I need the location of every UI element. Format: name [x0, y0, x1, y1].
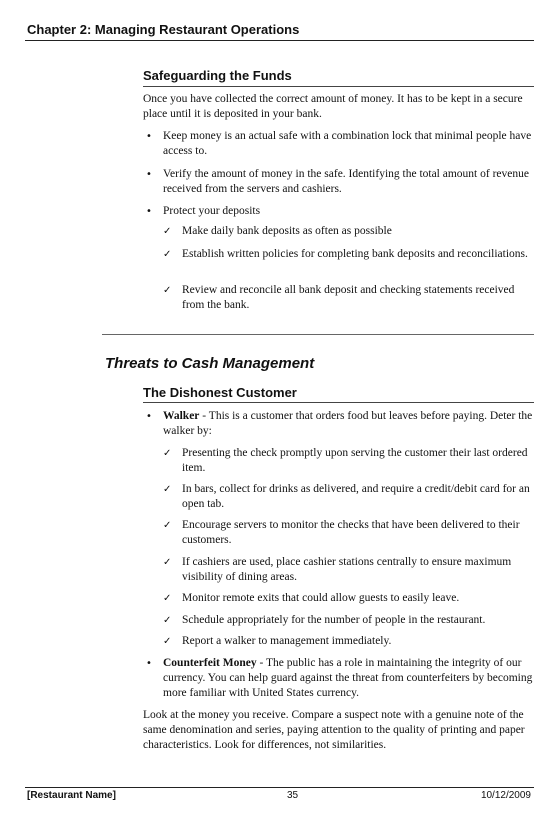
- check-item: Establish written policies for completing bank deposits and reconciliations.: [182, 248, 528, 260]
- check-item: Monitor remote exits that could allow guests to easily leave.: [182, 592, 460, 604]
- check-item: Make daily bank deposits as often as possible: [182, 225, 392, 237]
- restaurant-name: [Restaurant Name]: [27, 790, 116, 801]
- bullet-item: Protect your deposits: [163, 205, 261, 217]
- header-rule: [25, 40, 534, 41]
- counterfeit-description: - The public has a role in maintaining the integrity of our currency. You can help guard against the threat from counterfeiters by becoming more familiar with United States currency.: [163, 657, 533, 699]
- checkmark-icon: ✓: [163, 484, 172, 495]
- checkmark-icon: ✓: [163, 249, 172, 260]
- check-item: If cashiers are used, place cashier stations centrally to ensure maximum visibility of dining areas.: [182, 556, 512, 583]
- section-divider: [102, 334, 534, 335]
- counterfeit-item: [163, 656, 533, 701]
- check-item: In bars, collect for drinks as delivered, and require a credit/debit card for an open tab.: [182, 483, 530, 510]
- checkmark-icon: ✓: [163, 636, 172, 647]
- check-item: Schedule appropriately for the number of people in the restaurant.: [182, 614, 486, 626]
- walker-description: - This is a customer that orders food but leaves before paying. Deter the walker by:: [163, 410, 533, 437]
- threats-heading: Threats to Cash Management: [105, 355, 315, 372]
- dishonest-customer-heading: The Dishonest Customer: [143, 385, 297, 400]
- bullet-marker: •: [146, 131, 152, 142]
- checkmark-icon: ✓: [163, 520, 172, 531]
- checkmark-icon: ✓: [163, 557, 172, 568]
- checkmark-icon: ✓: [163, 285, 172, 296]
- checkmark-icon: ✓: [163, 593, 172, 604]
- check-item: Presenting the check promptly upon serving the customer their last ordered item.: [182, 447, 528, 474]
- safeguarding-heading: Safeguarding the Funds: [143, 68, 292, 83]
- bullet-marker: •: [146, 411, 152, 422]
- bullet-marker: •: [146, 169, 152, 180]
- bullet-marker: •: [146, 658, 152, 669]
- chapter-title: Chapter 2: Managing Restaurant Operations: [27, 22, 300, 37]
- dishonest-customer-rule: [143, 402, 534, 403]
- walker-term: Walker: [163, 410, 200, 422]
- checkmark-icon: ✓: [163, 448, 172, 459]
- walker-item: [163, 409, 533, 439]
- bullet-item: Keep money is an actual safe with a combination lock that minimal people have access to.: [163, 130, 532, 157]
- bullet-item: Verify the amount of money in the safe. Identifying the total amount of revenue received from the servers and cashiers.: [163, 168, 529, 195]
- page-number: 35: [287, 790, 299, 801]
- bullet-marker: •: [146, 206, 152, 217]
- closing-paragraph: Look at the money you receive. Compare a suspect note with a genuine note of the same denomination and series, paying attention to the quality of printing and paper characteristics. Look for differences, not similarities.: [143, 709, 525, 751]
- check-item: Report a walker to management immediately.: [182, 635, 392, 647]
- footer-rule: [25, 787, 534, 788]
- safeguarding-heading-rule: [143, 86, 534, 87]
- checkmark-icon: ✓: [163, 615, 172, 626]
- counterfeit-term: Counterfeit Money: [163, 657, 257, 669]
- check-item: Review and reconcile all bank deposit and checking statements received from the bank.: [182, 284, 515, 311]
- check-item: Encourage servers to monitor the checks that have been delivered to their customers.: [182, 519, 520, 546]
- safeguarding-intro: Once you have collected the correct amount of money. It has to be kept in a secure place until it is deposited in your bank.: [143, 93, 523, 120]
- footer-date: 10/12/2009: [480, 790, 531, 801]
- checkmark-icon: ✓: [163, 226, 172, 237]
